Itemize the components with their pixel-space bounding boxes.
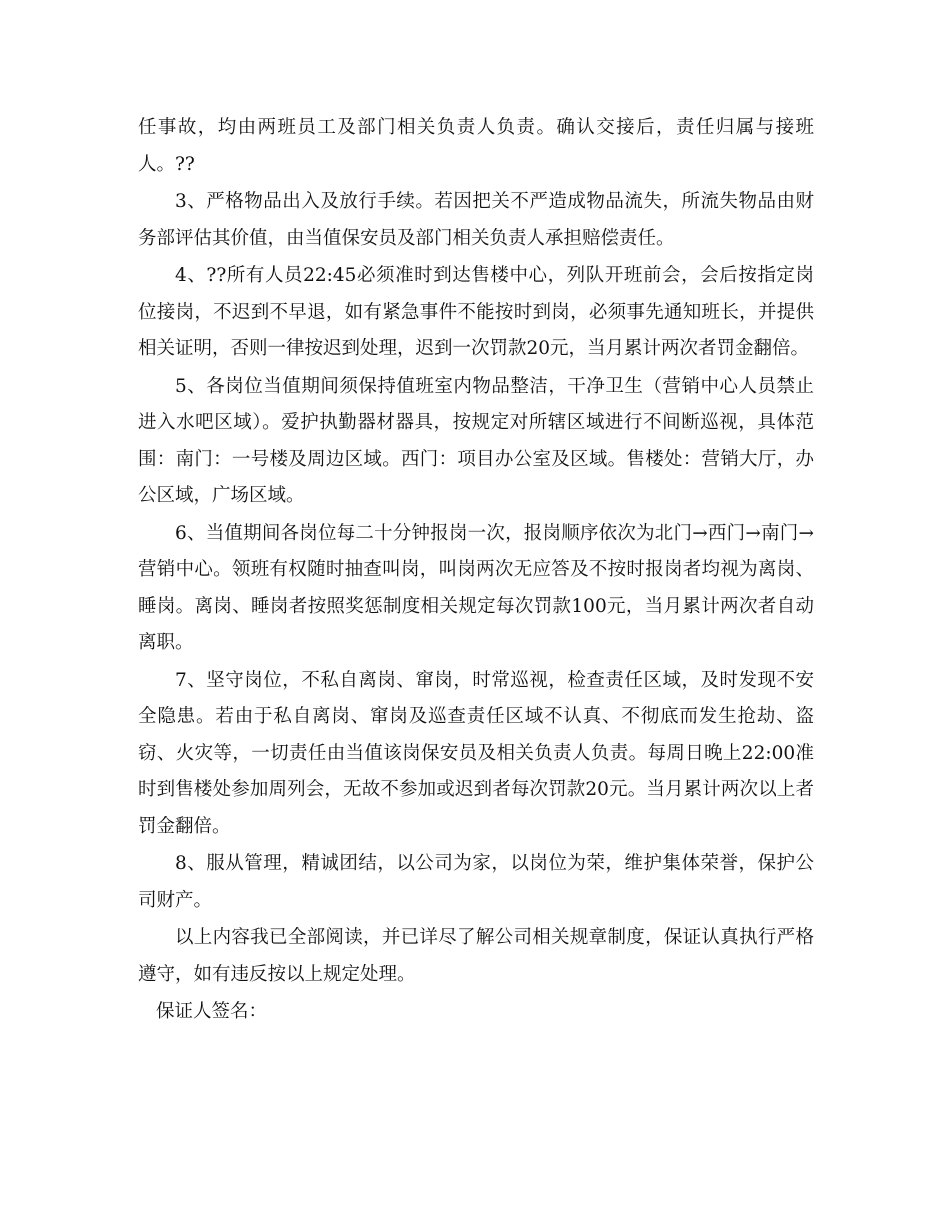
signature-label: 保证人签名： xyxy=(156,1001,268,1022)
paragraph-item-8: 8、服从管理，精诚团结，以公司为家，以岗位为荣，维护集体荣誉，保护公司财产。 xyxy=(138,853,814,911)
paragraph-item-6: 6、当值期间各岗位每二十分钟报岗一次，报岗顺序依次为北门→西门→南门→营销中心。领班有权随时抽查叫岗，叫岗两次无应答及不按时报岗者均视为离岗、睡岗。离岗、睡岗者按照奖惩制度相关规定每次罚款100元，当月累计两次者自动离职。 xyxy=(138,522,814,653)
paragraph-item-3: 3、严格物品出入及放行手续。若因把关不严造成物品流失，所流失物品由财务部评估其价值，由当值保安员及部门相关负责人承担赔偿责任。 xyxy=(138,191,814,249)
paragraph-item-7: 7、坚守岗位，不私自离岗、窜岗，时常巡视，检查责任区域，及时发现不安全隐患。若由于私自离岗、窜岗及巡查责任区域不认真、不彻底而发生抢劫、盗窃、火灾等，一切责任由当值该岗保安员及相关负责人负责。每周日晚上22:00准时到售楼处参加周列会，无故不参加或迟到者每次罚款20元。当月累计两次以上者罚金翻倍。 xyxy=(138,669,814,837)
paragraph-acknowledgement: 以上内容我已全部阅读，并已详尽了解公司相关规章制度，保证认真执行严格遵守，如有违反按以上规定处理。 xyxy=(138,927,814,985)
document-body xyxy=(138,110,814,1032)
paragraph-item-4: 4、??所有人员22:45必须准时到达售楼中心，列队开班前会，会后按指定岗位接岗，不迟到不早退，如有紧急事件不能按时到岗，必须事先通知班长，并提供相关证明，否则一律按迟到处理，迟到一次罚款20元，当月累计两次者罚金翻倍。 xyxy=(138,265,814,359)
paragraph-continuation: 任事故，均由两班员工及部门相关负责人负责。确认交接后，责任归属与接班人。?? xyxy=(138,117,814,175)
paragraph-item-5: 5、各岗位当值期间须保持值班室内物品整洁，干净卫生（营销中心人员禁止进入水吧区域）。爱护执勤器材器具，按规定对所辖区域进行不间断巡视，具体范围：南门：一号楼及周边区域。西门：项目办公室及区域。售楼处：营销大厅，办公区域，广场区域。 xyxy=(138,375,814,506)
